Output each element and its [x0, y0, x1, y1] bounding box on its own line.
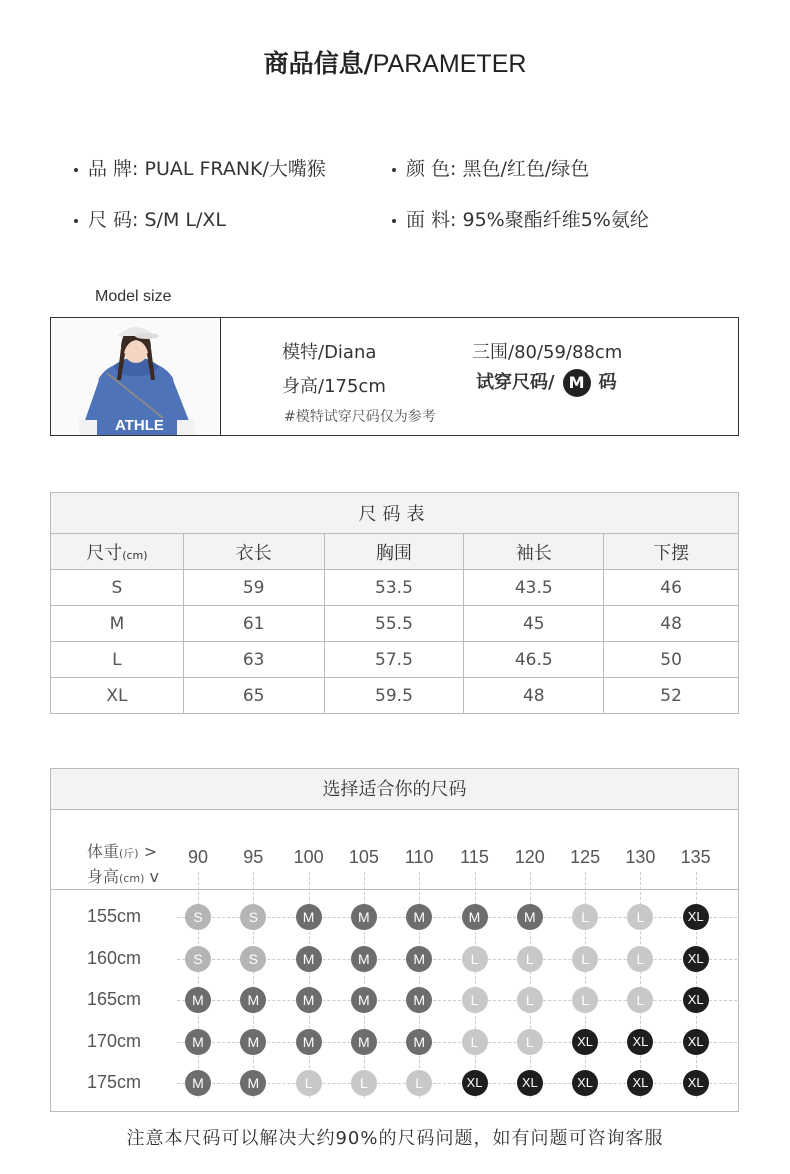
fit-chart-title: 选择适合你的尺码 — [51, 769, 738, 810]
table-cell: 43.5 — [464, 570, 604, 606]
header-label: 袖长 — [515, 542, 552, 564]
size-dot: M — [351, 946, 377, 972]
size-dot: L — [627, 946, 653, 972]
size-table-header — [464, 534, 604, 570]
header-unit: (cm) — [122, 548, 148, 562]
size-dot: XL — [683, 987, 709, 1013]
table-cell: L — [51, 642, 184, 678]
height-tick: 175cm — [87, 1072, 142, 1092]
size-dot: M — [185, 987, 211, 1013]
title-en: PARAMETER — [372, 50, 527, 78]
size-dot: L — [627, 904, 653, 930]
size-dot: XL — [627, 1029, 653, 1055]
size-dot: XL — [683, 946, 709, 972]
table-cell: 45 — [464, 606, 604, 642]
size-dot: L — [517, 1029, 543, 1055]
height-tick: 155cm — [87, 906, 142, 926]
footer-note: 注意本尺码可以解决大约90%的尺码问题，如有问题可咨询客服 — [126, 1128, 664, 1149]
size-dot: L — [517, 946, 543, 972]
size-dot: L — [572, 987, 598, 1013]
model-box — [50, 317, 739, 436]
header-label: 尺寸 — [86, 542, 123, 564]
height-tick: 170cm — [87, 1030, 142, 1051]
size-table — [50, 492, 739, 714]
info-fabric — [392, 205, 649, 232]
size-dot: L — [462, 1029, 488, 1055]
info-brand — [74, 154, 326, 181]
size-dot: M — [240, 987, 266, 1013]
size-dot: XL — [683, 1070, 709, 1096]
table-row — [51, 570, 739, 606]
trial-size-badge: M — [563, 369, 591, 397]
info-size — [74, 205, 226, 232]
size-dot: M — [296, 904, 322, 930]
table-cell: 50 — [604, 642, 739, 678]
size-dot: XL — [572, 1070, 598, 1096]
size-dot: XL — [683, 904, 709, 930]
size-dot: S — [240, 946, 266, 972]
weight-unit: (斤) — [119, 847, 139, 860]
height-label: 身高 — [87, 867, 120, 886]
size-dot: M — [517, 904, 543, 930]
weight-tick: 110 — [404, 847, 434, 867]
model-name: 模特/Diana — [282, 342, 377, 363]
table-cell: 52 — [604, 678, 739, 714]
title-cn: 商品信息/ — [263, 49, 373, 78]
weight-tick: 90 — [187, 847, 209, 867]
trial-prefix: 试穿尺码/ — [476, 372, 555, 393]
size-dot: L — [296, 1070, 322, 1096]
height-axis-label — [87, 864, 159, 887]
weight-label: 体重 — [87, 842, 120, 861]
size-dot: M — [351, 1029, 377, 1055]
weight-tick: 125 — [570, 847, 601, 867]
table-cell: 57.5 — [324, 642, 464, 678]
page-title — [0, 44, 790, 80]
model-measurements: 三围/80/59/88cm — [472, 342, 623, 363]
size-dot: M — [406, 1029, 432, 1055]
size-dot: L — [517, 987, 543, 1013]
table-row — [51, 606, 739, 642]
size-dot: M — [406, 946, 432, 972]
size-dot: XL — [683, 1029, 709, 1055]
header-label: 衣长 — [235, 542, 272, 564]
table-cell: 46.5 — [464, 642, 604, 678]
weight-tick: 100 — [293, 847, 324, 867]
weight-tick: 120 — [514, 847, 545, 867]
size-text: 尺 码: S/M L/XL — [88, 209, 226, 231]
table-row — [51, 642, 739, 678]
weight-axis-label — [87, 839, 157, 862]
table-row — [51, 678, 739, 714]
table-cell: 63 — [183, 642, 324, 678]
size-dot: L — [572, 946, 598, 972]
svg-text:ATHLE: ATHLE — [115, 417, 164, 434]
bullet-icon — [74, 168, 78, 172]
bullet-icon — [392, 168, 396, 172]
size-table-header — [183, 534, 324, 570]
size-dot: XL — [462, 1070, 488, 1096]
table-cell: 48 — [464, 678, 604, 714]
fabric-text: 面 料: 95%聚酯纤维5%氨纶 — [406, 209, 649, 231]
table-cell: S — [51, 570, 184, 606]
size-dot: M — [351, 987, 377, 1013]
model-trial-size — [476, 368, 617, 397]
size-dot: M — [240, 1070, 266, 1096]
size-dot: M — [296, 946, 322, 972]
table-cell: 59.5 — [324, 678, 464, 714]
height-tick: 165cm — [87, 989, 142, 1009]
size-dot: L — [462, 987, 488, 1013]
color-text: 颜 色: 黑色/红色/绿色 — [406, 158, 590, 180]
size-dot: S — [240, 904, 266, 930]
weight-tick: 95 — [243, 847, 264, 867]
model-height: 身高/175cm — [282, 376, 386, 397]
size-dot: L — [627, 987, 653, 1013]
size-table-caption: 尺码表 — [51, 493, 739, 534]
trial-suffix: 码 — [598, 372, 617, 393]
table-cell: 48 — [604, 606, 739, 642]
size-dot: L — [572, 904, 598, 930]
size-dot: M — [296, 1029, 322, 1055]
weight-tick: 135 — [680, 847, 711, 867]
size-dot: M — [462, 904, 488, 930]
brand-text: 品 牌: PUAL FRANK/大嘴猴 — [88, 158, 326, 180]
table-cell: 61 — [183, 606, 324, 642]
size-table-header — [51, 534, 184, 570]
bullet-icon — [392, 219, 396, 223]
fit-divider — [51, 889, 738, 890]
size-dot: M — [351, 904, 377, 930]
table-cell: 46 — [604, 570, 739, 606]
model-note: #模特试穿尺码仅为参考 — [284, 409, 436, 425]
weight-tick: 130 — [625, 847, 656, 867]
height-tick: 160cm — [87, 947, 142, 968]
size-dot: S — [185, 904, 211, 930]
size-dot: S — [185, 946, 211, 972]
table-cell: M — [51, 606, 184, 642]
height-unit: (cm) — [119, 872, 145, 885]
size-dot: M — [240, 1029, 266, 1055]
size-dot: L — [351, 1070, 377, 1096]
table-cell: 53.5 — [324, 570, 464, 606]
table-cell: 55.5 — [324, 606, 464, 642]
bullet-icon — [74, 219, 78, 223]
header-label: 下摆 — [653, 542, 690, 564]
fit-chart — [50, 768, 739, 1112]
size-dot: M — [185, 1070, 211, 1096]
table-cell: 65 — [183, 678, 324, 714]
size-dot: L — [462, 946, 488, 972]
size-table-header — [324, 534, 464, 570]
info-color — [392, 154, 589, 181]
size-table-header — [604, 534, 739, 570]
weight-arrow-icon: > — [143, 842, 158, 861]
size-dot: M — [296, 987, 322, 1013]
height-arrow-icon: v — [149, 867, 159, 886]
size-dot: M — [406, 904, 432, 930]
size-dot: XL — [572, 1029, 598, 1055]
size-dot: XL — [627, 1070, 653, 1096]
table-cell: XL — [51, 678, 184, 714]
table-cell: 59 — [183, 570, 324, 606]
weight-tick: 105 — [348, 847, 379, 867]
weight-tick: 115 — [460, 847, 489, 867]
size-dot: XL — [517, 1070, 543, 1096]
size-dot: M — [406, 987, 432, 1013]
model-size-label: Model size — [95, 288, 172, 305]
size-dot: L — [406, 1070, 432, 1096]
size-dot: M — [185, 1029, 211, 1055]
model-photo — [51, 318, 221, 435]
header-label: 胸围 — [375, 542, 412, 564]
